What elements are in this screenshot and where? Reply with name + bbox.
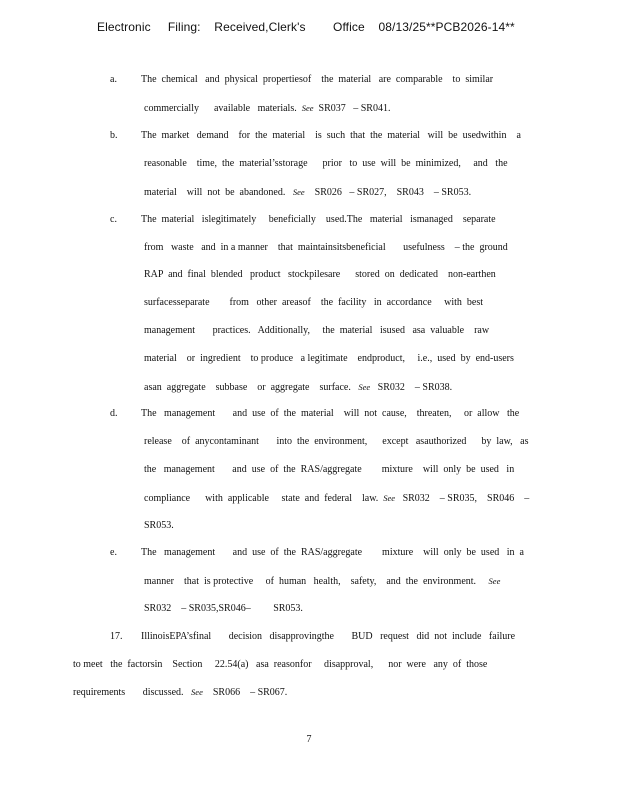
list-marker-a: a. bbox=[110, 74, 117, 85]
see-citation: See bbox=[488, 576, 501, 586]
item-c-line-5: management practices. Additionally, the material isused asa valuable raw bbox=[144, 325, 490, 336]
page-number: 7 bbox=[306, 734, 312, 745]
item-e-line-2: manner that is protective of human health, safety, and the environment. See bbox=[144, 576, 501, 587]
item-d-line-3: the management and use of the RAS/aggregate mixture will only be used in bbox=[144, 464, 515, 475]
see-citation: See bbox=[191, 687, 203, 697]
see-citation: See bbox=[292, 187, 305, 197]
paragraph-line-2: to meet the factorsin Section 22.54(a) asa reasonfor disapproval, nor were any of those bbox=[73, 659, 488, 670]
item-d-line-5: SR053. bbox=[144, 520, 174, 531]
item-d-line-4: compliance with applicable state and federal law. See SR032 – SR035, SR046 – bbox=[144, 493, 530, 504]
item-c-line-3: RAP and final blended product stockpilesare stored on dedicated non-earthen bbox=[144, 269, 496, 280]
item-c-line-1: The material islegitimately beneficially used.The material ismanaged separate bbox=[141, 214, 496, 225]
item-d-line-2: release of anycontaminant into the environment, except asauthorized by law, as bbox=[144, 436, 529, 447]
electronic-filing-header: Electronic Filing: Received,Clerk's Office 08/13/25**PCB2026-14** bbox=[97, 20, 515, 34]
list-marker-e: e. bbox=[110, 547, 117, 558]
paragraph-number: 17. bbox=[110, 631, 123, 642]
item-d-line-1: The management and use of the material will not cause, threaten, or allow the bbox=[141, 408, 520, 419]
list-marker-d: d. bbox=[110, 408, 118, 419]
list-marker-b: b. bbox=[110, 130, 118, 141]
list-marker-c: c. bbox=[110, 214, 117, 225]
paragraph-line-3: requirements discussed. See SR066 – SR067. bbox=[73, 687, 288, 698]
item-b-line-2: reasonable time, the material’sstorage prior to use will be minimized, and the bbox=[144, 158, 508, 169]
item-e-line-1: The management and use of the RAS/aggregate mixture will only be used in a bbox=[141, 547, 524, 558]
item-b-line-1: The market demand for the material is such that the material will be usedwithin a bbox=[141, 130, 521, 141]
item-c-line-4: surfacesseparate from other areasof the facility in accordance with best bbox=[144, 297, 484, 308]
item-b-line-3: material will not be abandoned. See SR026 – SR027, SR043 – SR053. bbox=[144, 187, 472, 198]
see-citation: See bbox=[383, 493, 396, 503]
item-a-line-2: commercially available materials. See SR037 – SR041. bbox=[144, 103, 391, 114]
paragraph-line-1: IllinoisEPA’sfinal decision disapprovingthe BUD request did not include failure bbox=[141, 631, 516, 642]
item-a-line-1: The chemical and physical propertiesof the material are comparable to similar bbox=[141, 74, 494, 85]
item-c-line-2: from waste and in a manner that maintainsitsbeneficial usefulness – the ground bbox=[144, 242, 508, 253]
item-c-line-6: material or ingredient to produce a legitimate endproduct, i.e., used by end-users bbox=[144, 353, 514, 364]
item-e-line-3: SR032 – SR035,SR046– SR053. bbox=[144, 603, 303, 614]
see-citation: See bbox=[358, 382, 371, 392]
item-c-line-7: asan aggregate subbase or aggregate surface. See SR032 – SR038. bbox=[144, 382, 453, 393]
see-citation: See bbox=[301, 103, 314, 113]
